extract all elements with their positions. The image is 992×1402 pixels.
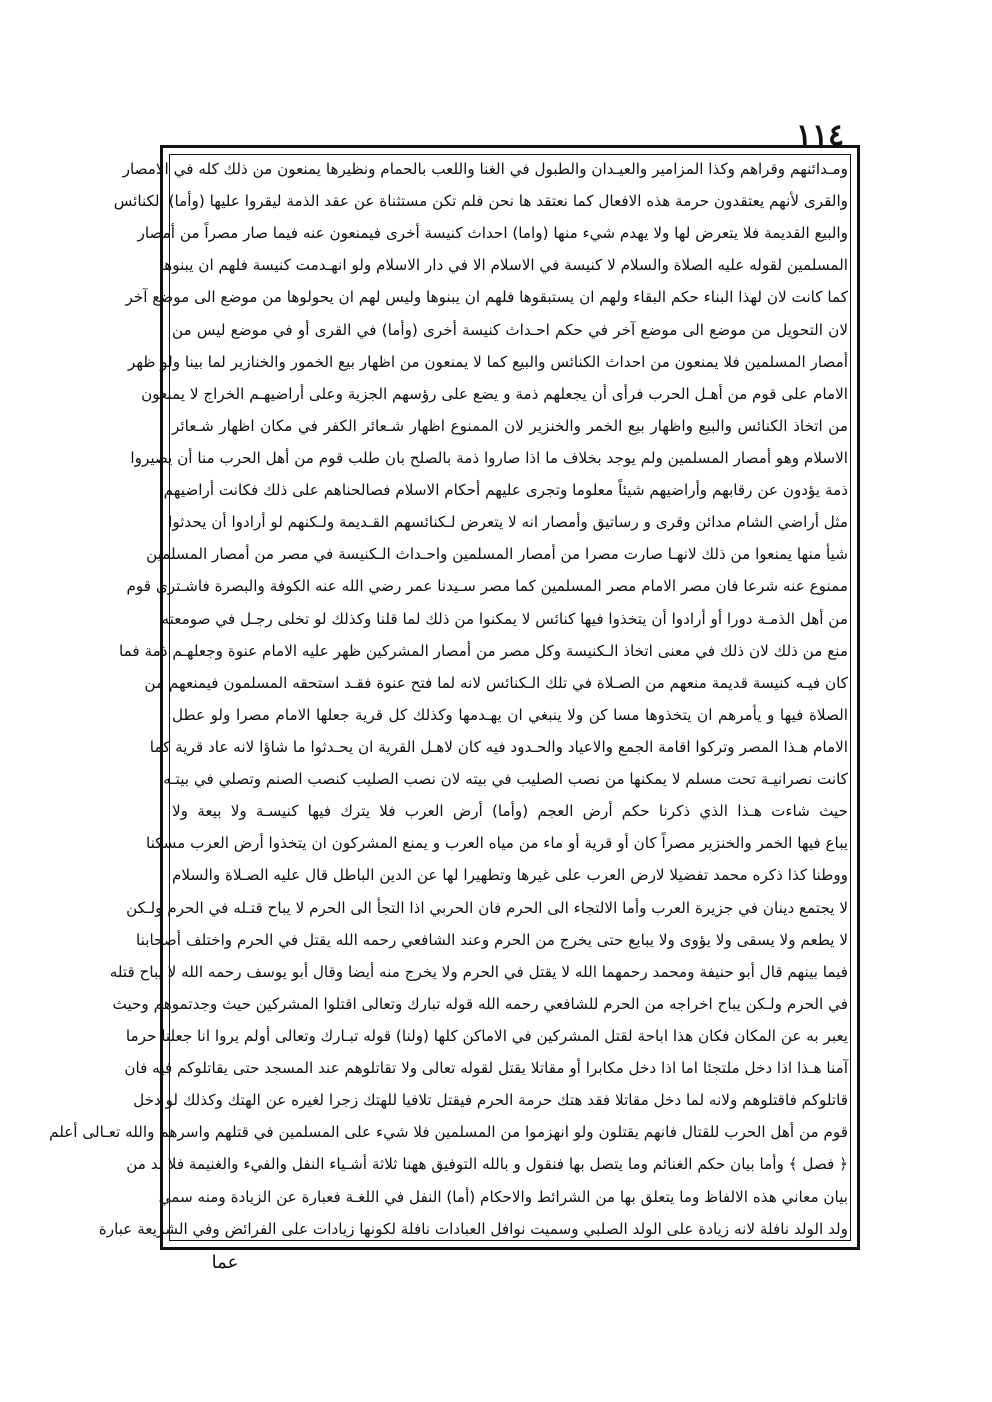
text-line: قوم من أهل الحرب للقتال فانهم يقتلون ولو انهزموا من المسلمين فلا شيء على المسلمين في قتلهم واسرهم والله تعـالى أعلم <box>49 1123 848 1142</box>
text-line: الامام هـذا المصر وتركوا اقامة الجمع والاعياد والحـدود فيه كان لاهـل القرية ان يحـدثوا ما شاؤا لانه عاد قرية كما <box>149 737 848 756</box>
text-line: لان التحويل من موضع الى موضع آخر في حكم احـداث كنيسة أخرى (وأما) في القرى أو في موضع ليس من <box>172 320 848 339</box>
page-number: ١١٤ <box>795 118 845 153</box>
text-line: ولد الولد نافلة لانه زيادة على الولد الصلبي وسميت نوافل العبادات نافلة لكونها زيادات على الفرائض وفي الشريعة عبارة <box>98 1219 848 1238</box>
text-line: والقرى لأنهم يعتقدون حرمة هذه الافعال كما نعتقد ها نحن فلم تكن مستثناة عن عقد الذمة ليقروا عليها (وأما) الكنائس <box>113 192 848 211</box>
text-line: شيأ منها يمنعوا من ذلك لانهـا صارت مصرا من أمصار المسلمين واحـداث الـكنيسة في مصر من أمصار المسلمين <box>146 545 848 564</box>
text-line: كان فيـه كنيسة قديمة منعهم من الصـلاة في تلك الـكنائس لانه لما فتح عنوة فقـد استحقه المسلمون فيمنعهم من <box>144 673 848 692</box>
text-line: بيان معاني هذه الالفاظ وما يتعلق بها من الشرائط والاحكام (أما) النفل في اللغـة فعبارة عن الزيادة ومنه سمي <box>158 1187 848 1206</box>
text-line: ﴿ فصل ﴾ وأما بيان حكم الغنائم وما يتصل بها فنقول و بالله التوفيق ههنا ثلاثة أشـياء النفل والفيء والغنيمة فلا بد من <box>126 1155 848 1174</box>
text-line: فيما بينهم قال أبو حنيفة ومحمد رحمهما الله لا يقتل في الحرم ولا يخرج منه أيضا وقال أبو يوسف رحمه الله لا يباح قتله <box>109 962 848 981</box>
text-line: آمنا هـذا اذا دخل ملتجئا اما اذا دخل مكابرا أو مقاتلا يقتل لقوله تعالى ولا تقاتلوهم عند المسجد حتى يقاتلوكم فيه فان <box>124 1059 848 1078</box>
text-line: الاسلام وهو أمصار المسلمين ولم يوجد بخلاف ما اذا صاروا ذمة بالصلح بان طلب قوم من أهل الحرب منا أن يصيروا <box>130 448 848 467</box>
text-line: أمصار المسلمين فلا يمنعون من احداث الكنائس والبيع كما لا يمنعون من اظهار بيع الخمور والخنازير لما بينا ولو ظهر <box>128 352 848 371</box>
text-line: من أهل الذمـة دورا أو أرادوا أن يتخذوا فيها كنائس لا يمكنوا من ذلك لما قلنا وكذلك لو تخلى رجـل في صومعته <box>161 609 848 628</box>
text-line: لا يطعم ولا يسقى ولا يؤوى ولا يبايع حتى يخرج من الحرم وعند الشافعي رحمه الله يقتل في الحرم واختلف أصحابنا <box>136 930 848 949</box>
text-line: ومـدائنهم وقراهم وكذا المزامير والعيـدان والطبول في الغنا واللعب بالحمام ونظيرها يمنعون من ذلك كله في الامصار <box>122 160 848 178</box>
text-line: في الحرم ولـكن يباح اخراجه من الحرم للشافعي رحمه الله قوله تبارك وتعالى اقتلوا المشركين حيث وجدتموهم وحيث <box>112 994 848 1013</box>
text-line: ممنوع عنه شرعا فان مصر الامام مصر المسلمين كما مصر سـيدنا عمر رضي الله عنه الكوفة والبصرة فاشـترى قوم <box>126 577 848 596</box>
text-line: المسلمين لقوله عليه الصلاة والسلام لا كنيسة في الاسلام الا في دار الاسلام ولو انهـدمت كنيسة فلهم ان يبنوها <box>159 256 848 275</box>
text-line: كما كانت لان لهذا البناء حكم البقاء ولهم ان يستبقوها فلهم ان يبنوها وليس لهم ان يحولوها من موضع الى موضع آخر <box>125 288 848 307</box>
text-line: والبيع القديمة فلا يتعرض لها ولا يهدم شيء منها (واما) احداث كنيسة أخرى فيمنعون عنه فيما صار مصراً من أمصار <box>137 224 848 243</box>
text-line: يباع فيها الخمر والخنزير مصراً كان أو قرية أو ماء من مياه العرب و يمنع المشركون ان يتخذوا أرض العرب مسكنا <box>145 834 848 853</box>
text-line: الصلاة فيها و يأمرهم ان يتخذوها مسا كن ولا ينبغي ان يهـدمها وكذلك كل قرية جعلها الامام مصرا ولو عطل <box>172 705 848 724</box>
text-line: من اتخاذ الكنائس والبيع واظهار بيع الخمر والخنزير لان الممنوع اظهار شـعائر الكفر في مكان اظهار شـعائر <box>172 416 848 435</box>
text-line: مثل أراضي الشام مدائن وقرى و رساتيق وأمصار انه لا يتعرض لـكنائسهم القـديمة ولـكنهم لو أرادوا أن يحدثوا <box>168 513 848 532</box>
text-line: كانت نصرانيـة تحت مسلم لا يمكنها من نصب الصليب في بيته لان نصب الصليب كنصب الصنم وتصلي في بيتـه <box>163 770 848 789</box>
text-line: ووطنا كذا ذكره محمد تفضيلا لارض العرب على غيرها وتطهيرا لها عن الدين الباطل قال عليه الصـلاة والسلام <box>172 866 848 885</box>
catchword: عما <box>211 1252 239 1273</box>
text-line: لا يجتمع دينان في جزيرة العرب وأما الالتجاء الى الحرم فان الحربي اذا التجأ الى الحرم لا يباح قتـله في الحرم ولـكن <box>126 898 848 917</box>
text-line: منع من ذلك لان ذلك في معنى اتخاذ الـكنيسة وكل مصر من أمصار المشركين ظهر عليه الامام عنوة وجعلهـم ذمة فما <box>118 641 848 660</box>
text-line: يعبر به عن المكان فكان هذا اباحة لقتل المشركين في الاماكن كلها (ولنا) قوله تبـارك وتعالى أولم يروا انا جعلنا حرما <box>125 1026 848 1045</box>
text-body <box>49 155 848 1243</box>
text-line: ذمة يؤدون عن رقابهم وأراضيهم شيئاً معلوما وتجرى عليهم أحكام الاسلام فصالحناهم على ذلك فكانت أراضيهم <box>163 481 848 500</box>
text-line: الامام على قوم من أهـل الحرب فرأى أن يجعلهم ذمة و يضع على رؤسهم الجزية وعلى أراضيهـم الخراج لا يمنعون <box>141 384 848 403</box>
text-line: حيث شاءت هـذا الذي ذكرنا حكم أرض العجم (وأما) أرض العرب فلا يترك فيها كنيسـة ولا بيعة ولا <box>172 802 848 821</box>
text-line: قاتلوكم فاقتلوهم ولانه لما دخل مقاتلا فقد هتك حرمة الحرم فيقتل تلافيا للهتك زجرا لغيره عن الهتك وكذلك لو دخل <box>133 1091 848 1110</box>
